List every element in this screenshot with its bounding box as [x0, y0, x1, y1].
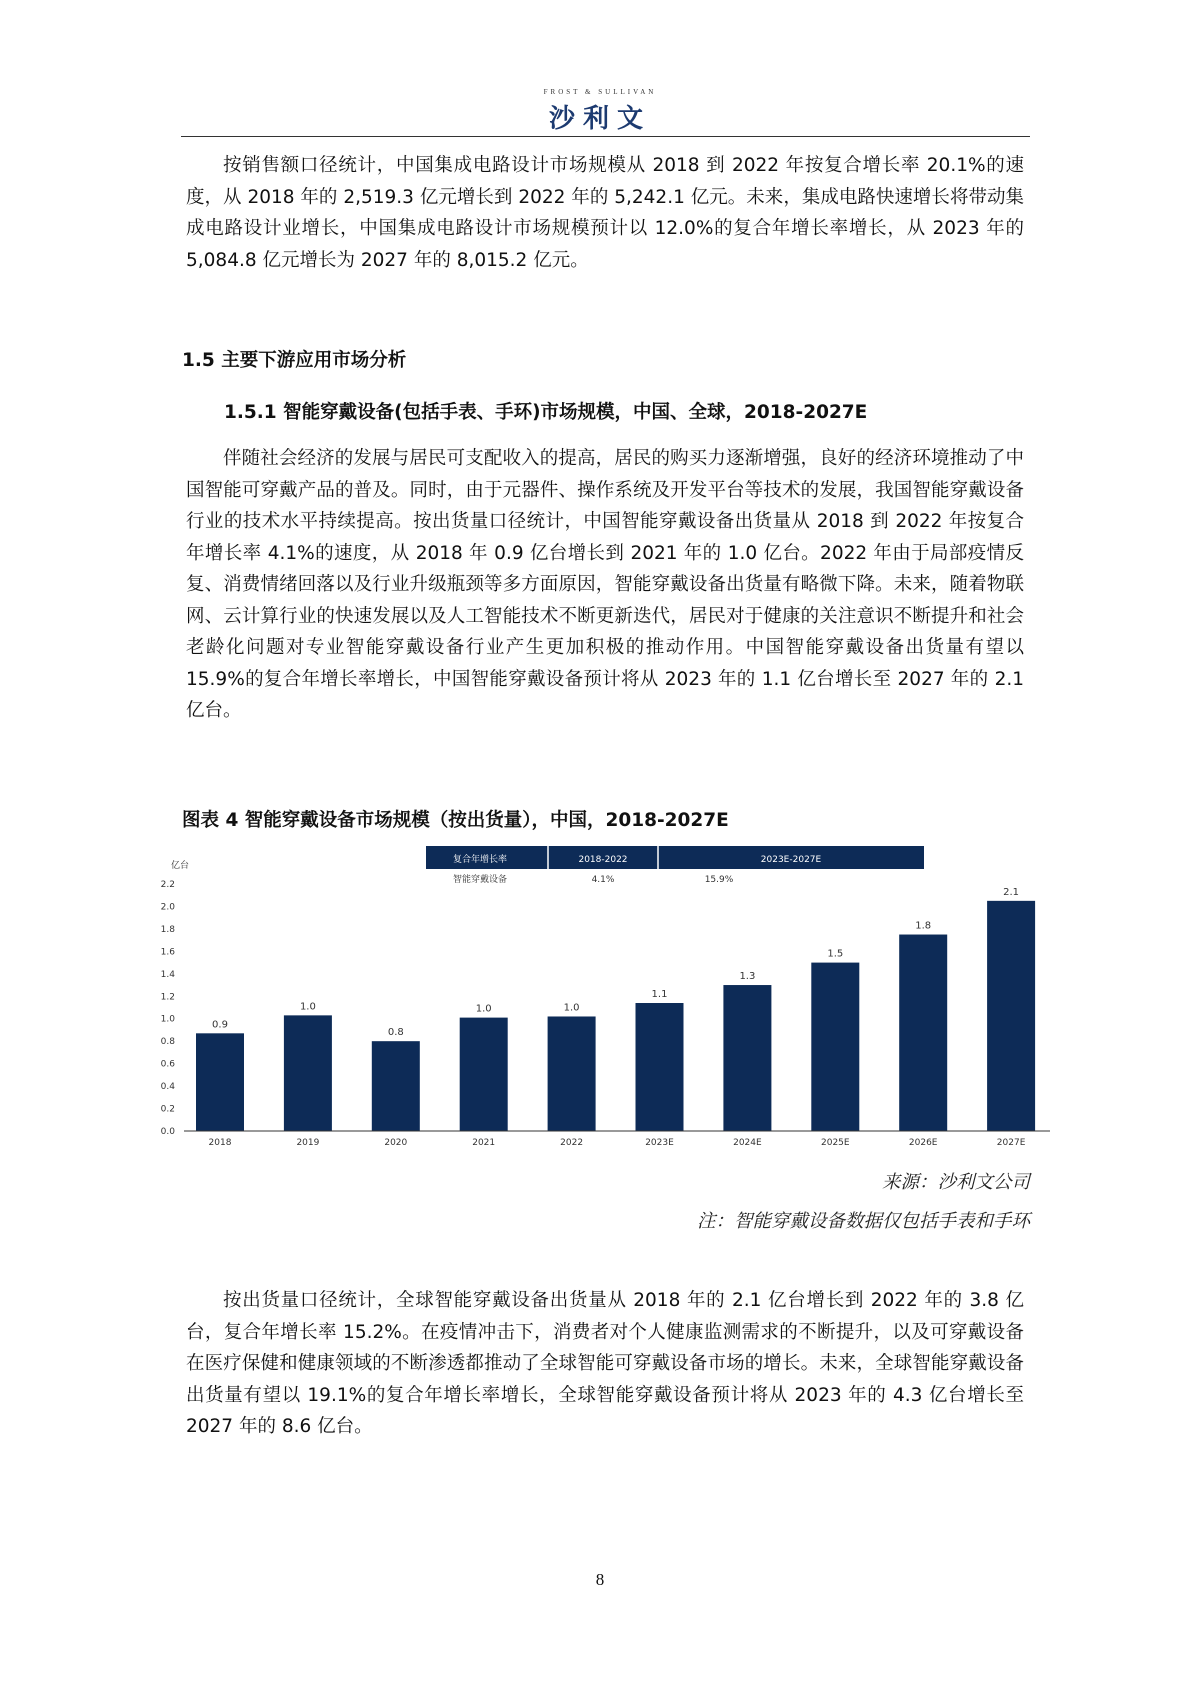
x-tick-label-2019: 2019: [296, 1138, 320, 1148]
paragraph-china-wearables: 伴随社会经济的发展与居民可支配收入的提高，居民的购买力逐渐增强，良好的经济环境推动了中国智能可穿戴产品的普及。同时，由于元器件、操作系统及开发平台等技术的发展，我国智能穿戴设备行业的技术水平持续提高。按出货量口径统计，中国智能穿戴设备出货量从 2018 到 2022 年按复合年增长率 4.1%的速度，从 2018 年 0.9 亿台增长到 2021 年的 1.0 亿台。2022 年由于局部疫情反复、消费情绪回落以及行业升级瓶颈等多方面原因，智能穿戴设备出货量有略微下降。未来，随着物联网、云计算行业的快速发展以及人工智能技术不断更新迭代，居民对于健康的关注意识不断提升和社会老龄化问题对专业智能穿戴设备行业产生更加积极的推动作用。中国智能穿戴设备出货量有望以 15.9%的复合年增长率增长，中国智能穿戴设备预计将从 2023 年的 1.1 亿台增长至 2027 年的 2.1 亿台。: [186, 448, 1024, 721]
bar-2019: [284, 1015, 332, 1131]
bar-2020: [372, 1041, 420, 1131]
data-label-2026E: 1.8: [915, 920, 932, 932]
paragraph-global-wearables: 按出货量口径统计，全球智能穿戴设备出货量从 2018 年的 2.1 亿台增长到 2022 年的 3.8 亿台，复合年增长率 15.2%。在疫情冲击下，消费者对个人健康监测需求的不断提升，以及可穿戴设备在医疗保健和健康领域的不断渗透都推动了全球智能可穿戴设备市场的增长。未来，全球智能穿戴设备出货量有望以 19.1%的复合年增长率增长，全球智能穿戴设备预计将从 2023 年的 4.3 亿台增长至 2027 年的 8.6 亿台。: [186, 1290, 1024, 1437]
data-label-2018: 0.9: [212, 1019, 228, 1031]
bar-2018: [196, 1033, 244, 1131]
y-axis-unit: 亿台: [170, 861, 190, 871]
paragraph-ic-design-market: 按销售额口径统计，中国集成电路设计市场规模从 2018 到 2022 年按复合增长率 20.1%的速度，从 2018 年的 2,519.3 亿元增长到 2022 年的 5,242.1 亿元。未来，集成电路快速增长将带动集成电路设计业增长，中国集成电路设计市场规模预计以 12.0%的复合年增长率增长，从 2023 年的 5,084.8 亿元增长为 2027 年的 8,015.2 亿元。: [186, 155, 1024, 271]
cagr-header-metric: 复合年增长率: [452, 855, 508, 865]
bar-2023E: [636, 1003, 684, 1131]
subsection-heading: 1.5.1 智能穿戴设备(包括手表、手环)市场规模，中国、全球，2018-2027E: [224, 402, 868, 423]
y-tick-label: 0.4: [160, 1082, 175, 1093]
y-tick-label: 0.0: [160, 1127, 175, 1137]
bar-2025E: [811, 963, 859, 1131]
y-tick-label: 0.6: [160, 1059, 175, 1070]
brand-logo-text: 沙利文: [548, 104, 651, 134]
cagr-value-2: 15.9%: [704, 875, 734, 885]
brand-english-name: FROST & SULLIVAN: [543, 88, 657, 96]
y-tick-label: 2.0: [160, 902, 175, 913]
bar-2024E: [723, 985, 771, 1131]
shipment-bar-chart: [150, 840, 1050, 1155]
y-tick-label: 1.8: [160, 924, 175, 935]
cagr-header-period-2: 2023E-2027E: [760, 855, 822, 865]
bar-2022: [548, 1016, 596, 1131]
data-note: 注：智能穿戴设备数据仅包括手表和手环: [696, 1211, 1030, 1232]
bar-2021: [460, 1018, 508, 1131]
data-label-2025E: 1.5: [827, 948, 844, 960]
page-number: 8: [595, 1570, 605, 1589]
x-tick-label-2022: 2022: [560, 1138, 584, 1148]
data-label-2021: 1.0: [475, 1003, 492, 1015]
x-tick-label-2021: 2021: [472, 1138, 496, 1148]
y-axis: [161, 880, 176, 1137]
y-tick-label: 1.6: [160, 947, 175, 958]
data-label-2027E: 2.1: [1003, 886, 1020, 898]
bar-2027E: [987, 901, 1035, 1131]
y-tick-label: 2.2: [160, 880, 175, 890]
y-tick-label: 1.4: [160, 969, 175, 980]
bar-2026E: [899, 935, 947, 1131]
data-label-2020: 0.8: [387, 1027, 404, 1039]
page-header: [0, 88, 1200, 135]
data-label-2023E: 1.1: [651, 989, 668, 1001]
y-tick-label: 0.8: [160, 1037, 175, 1048]
x-tick-label-2025E: 2025E: [821, 1138, 850, 1148]
data-label-2019: 1.0: [299, 1001, 316, 1013]
y-tick-label: 0.2: [160, 1104, 175, 1115]
section-heading: 1.5 主要下游应用市场分析: [182, 350, 407, 371]
x-tick-label-2026E: 2026E: [908, 1138, 938, 1148]
y-tick-label: 1.2: [160, 992, 175, 1003]
cagr-value-1: 4.1%: [591, 875, 615, 885]
cagr-table: [426, 846, 924, 888]
data-label-2022: 1.0: [563, 1002, 580, 1014]
y-tick-label: 1.0: [160, 1014, 175, 1025]
source-note: 来源：沙利文公司: [881, 1172, 1030, 1193]
cagr-row-label: 智能穿戴设备: [452, 875, 508, 885]
x-tick-label-2018: 2018: [208, 1138, 232, 1148]
bars: [196, 887, 1035, 1148]
x-tick-label-2020: 2020: [384, 1138, 408, 1148]
header-divider: [181, 136, 1030, 137]
x-tick-label-2023E: 2023E: [645, 1138, 674, 1148]
figure-title: 图表 4 智能穿戴设备市场规模（按出货量），中国，2018-2027E: [182, 810, 729, 831]
x-tick-label-2027E: 2027E: [996, 1138, 1026, 1148]
x-tick-label-2024E: 2024E: [733, 1138, 762, 1148]
data-label-2024E: 1.3: [739, 971, 756, 983]
cagr-header-period-1: 2018-2022: [578, 855, 628, 865]
